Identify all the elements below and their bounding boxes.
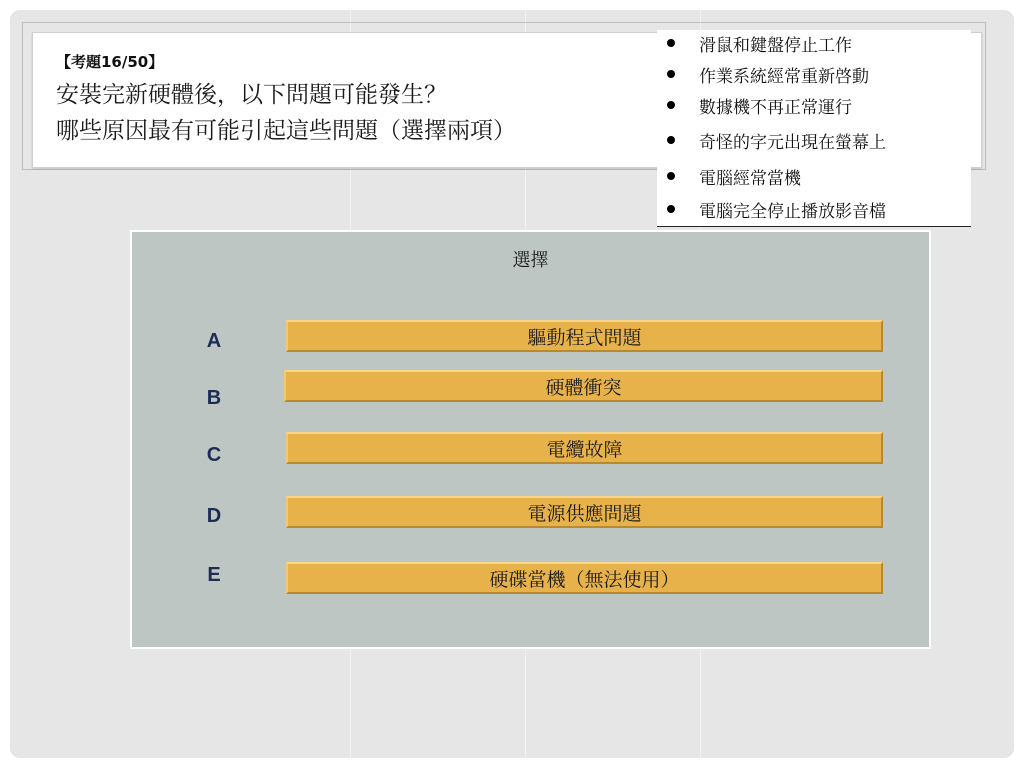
symptom-text: 滑鼠和鍵盤停止工作: [699, 35, 852, 56]
symptom-text: 奇怪的字元出現在螢幕上: [699, 132, 886, 153]
symptom-text: 作業系統經常重新啓動: [699, 66, 869, 87]
bullet-icon: [667, 136, 675, 144]
option-letter-b: B: [206, 387, 222, 409]
option-letter-a: A: [206, 330, 222, 352]
symptom-text: 電腦完全停止播放影音檔: [699, 201, 886, 222]
symptom-text: 電腦經常當機: [699, 168, 801, 189]
symptom-list: [657, 30, 971, 227]
symptom-item: [667, 92, 852, 118]
bullet-icon: [667, 172, 675, 180]
choices-panel: [130, 230, 931, 649]
option-d-button[interactable]: 電源供應問題: [286, 496, 883, 528]
panel-title: 選擇: [512, 250, 549, 271]
option-letter-d: D: [206, 505, 222, 527]
bullet-icon: [667, 39, 675, 47]
option-e-button[interactable]: 硬碟當機（無法使用）: [286, 562, 883, 594]
option-b-button[interactable]: 硬體衝突: [284, 370, 883, 402]
question-number: 【考題16/50】: [56, 53, 164, 71]
symptom-item: [667, 163, 801, 189]
symptom-item: [667, 61, 869, 87]
bullet-icon: [667, 70, 675, 78]
option-a-button[interactable]: 驅動程式問題: [286, 320, 883, 352]
symptom-item: [667, 196, 886, 222]
symptom-item: [667, 127, 886, 153]
option-letter-c: C: [206, 444, 222, 466]
question-text-line-2: 哪些原因最有可能引起這些問題（選擇兩項）: [56, 118, 516, 144]
bullet-icon: [667, 205, 675, 213]
option-c-button[interactable]: 電纜故障: [286, 432, 883, 464]
symptom-item: [667, 30, 852, 56]
bullet-icon: [667, 101, 675, 109]
symptom-text: 數據機不再正常運行: [699, 97, 852, 118]
question-text-line-1: 安裝完新硬體後，以下問題可能發生？: [56, 82, 447, 108]
option-letter-e: E: [207, 564, 221, 586]
